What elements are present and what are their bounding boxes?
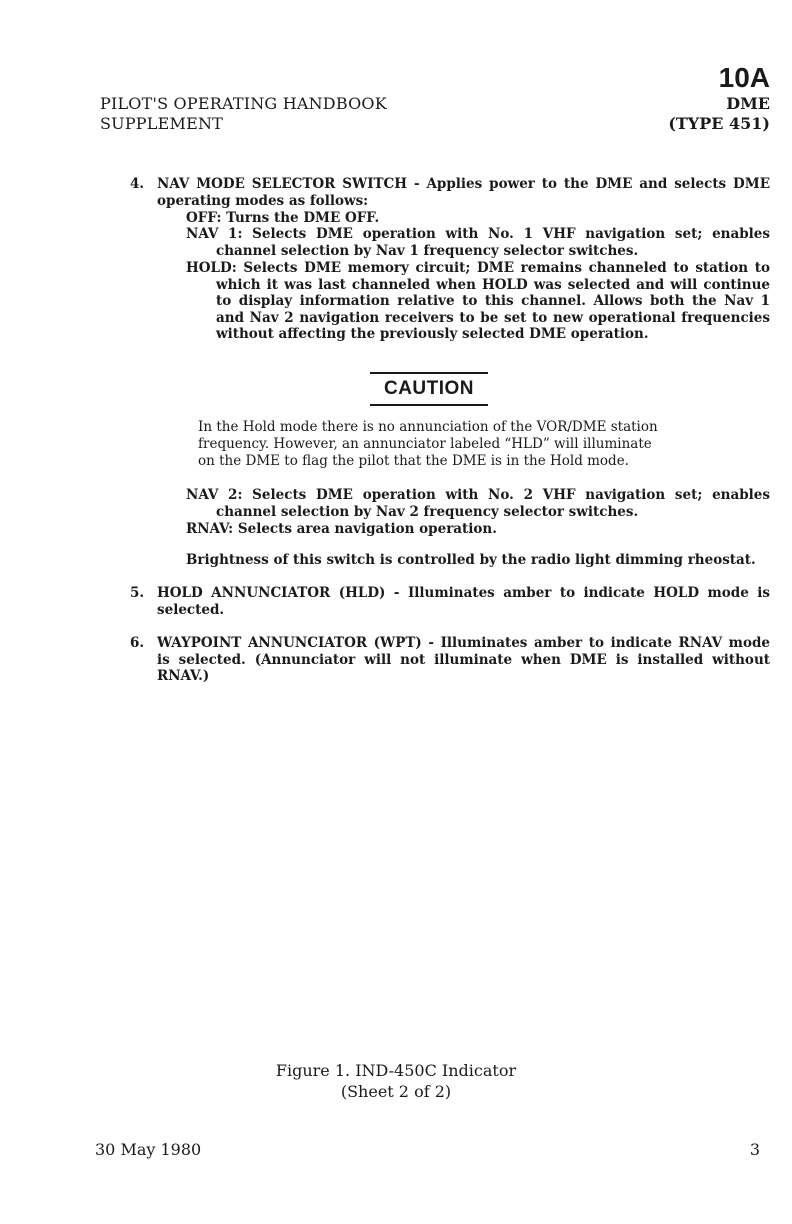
item-number: 5. bbox=[130, 585, 145, 601]
caution-line-2: frequency. However, an annunciator labeled “HLD” will illuminate bbox=[198, 436, 652, 452]
caution-text-block bbox=[198, 419, 718, 470]
item-number: 4. bbox=[130, 176, 145, 192]
caution-top-rule bbox=[370, 372, 488, 374]
mode-hold bbox=[187, 260, 770, 343]
list-item-4 bbox=[130, 176, 770, 209]
mode-nav2-line1: NAV 2: Selects DME operation with No. 2 VHF navigation set; enables bbox=[186, 487, 770, 503]
handbook-title-line2: SUPPLEMENT bbox=[100, 114, 224, 133]
section-title: DME bbox=[726, 94, 770, 113]
caution-label: CAUTION bbox=[383, 378, 475, 399]
page-number: 3 bbox=[749, 1140, 760, 1159]
footer-date: 30 May 1980 bbox=[95, 1140, 202, 1159]
item-number: 6. bbox=[130, 635, 145, 651]
item-text: HOLD ANNUNCIATOR (HLD) - Illuminates amber to indicate HOLD mode is selected. bbox=[157, 585, 770, 618]
caution-bottom-rule bbox=[370, 404, 488, 406]
list-item-6 bbox=[130, 635, 770, 685]
mode-rnav-text: RNAV: Selects area navigation operation. bbox=[186, 521, 497, 537]
mode-off-text: OFF: Turns the DME OFF. bbox=[186, 210, 380, 226]
section-number: 10A bbox=[718, 62, 770, 93]
mode-nav2 bbox=[187, 487, 770, 520]
list-item-5 bbox=[130, 585, 770, 618]
caution-heading bbox=[370, 372, 488, 408]
item-text: NAV MODE SELECTOR SWITCH - Applies power to the DME and selects DME operating modes as follows: bbox=[157, 176, 770, 209]
item-text: WAYPOINT ANNUNCIATOR (WPT) - Illuminates amber to indicate RNAV mode is selected. (Annunciator will not illuminate when DME is installed without RNAV.) bbox=[157, 635, 770, 684]
mode-nav1 bbox=[187, 226, 770, 259]
figure-caption-line2: (Sheet 2 of 2) bbox=[340, 1082, 452, 1101]
figure-caption bbox=[0, 1060, 792, 1102]
mode-hold-rest: which it was last channeled when HOLD was selected and will continue to display information relative to this channel. Allows both the Nav 1 and Nav 2 navigation receivers to be set to new operational frequencies without affecting the previously selected DME operation. bbox=[216, 276, 770, 342]
figure-caption-line1: Figure 1. IND-450C Indicator bbox=[275, 1061, 517, 1080]
mode-rnav bbox=[187, 521, 770, 538]
mode-nav1-line2: channel selection by Nav 1 frequency selector switches. bbox=[216, 242, 639, 259]
brightness-text: Brightness of this switch is controlled by the radio light dimming rheostat. bbox=[186, 552, 756, 568]
mode-hold-line1: HOLD: Selects DME memory circuit; DME remains channeled to station to bbox=[186, 260, 770, 276]
mode-nav1-line1: NAV 1: Selects DME operation with No. 1 VHF navigation set; enables bbox=[186, 226, 770, 242]
handbook-title bbox=[100, 94, 387, 134]
brightness-note bbox=[187, 552, 770, 569]
mode-off bbox=[187, 210, 770, 227]
mode-nav2-line2: channel selection by Nav 2 frequency selector switches. bbox=[216, 503, 639, 520]
section-subtitle: (TYPE 451) bbox=[668, 114, 770, 133]
caution-line-1: In the Hold mode there is no annunciation of the VOR/DME station bbox=[198, 419, 658, 435]
caution-line-3: on the DME to flag the pilot that the DME is in the Hold mode. bbox=[198, 453, 629, 469]
handbook-title-line1: PILOT'S OPERATING HANDBOOK bbox=[100, 94, 387, 113]
section-heading bbox=[668, 94, 770, 134]
